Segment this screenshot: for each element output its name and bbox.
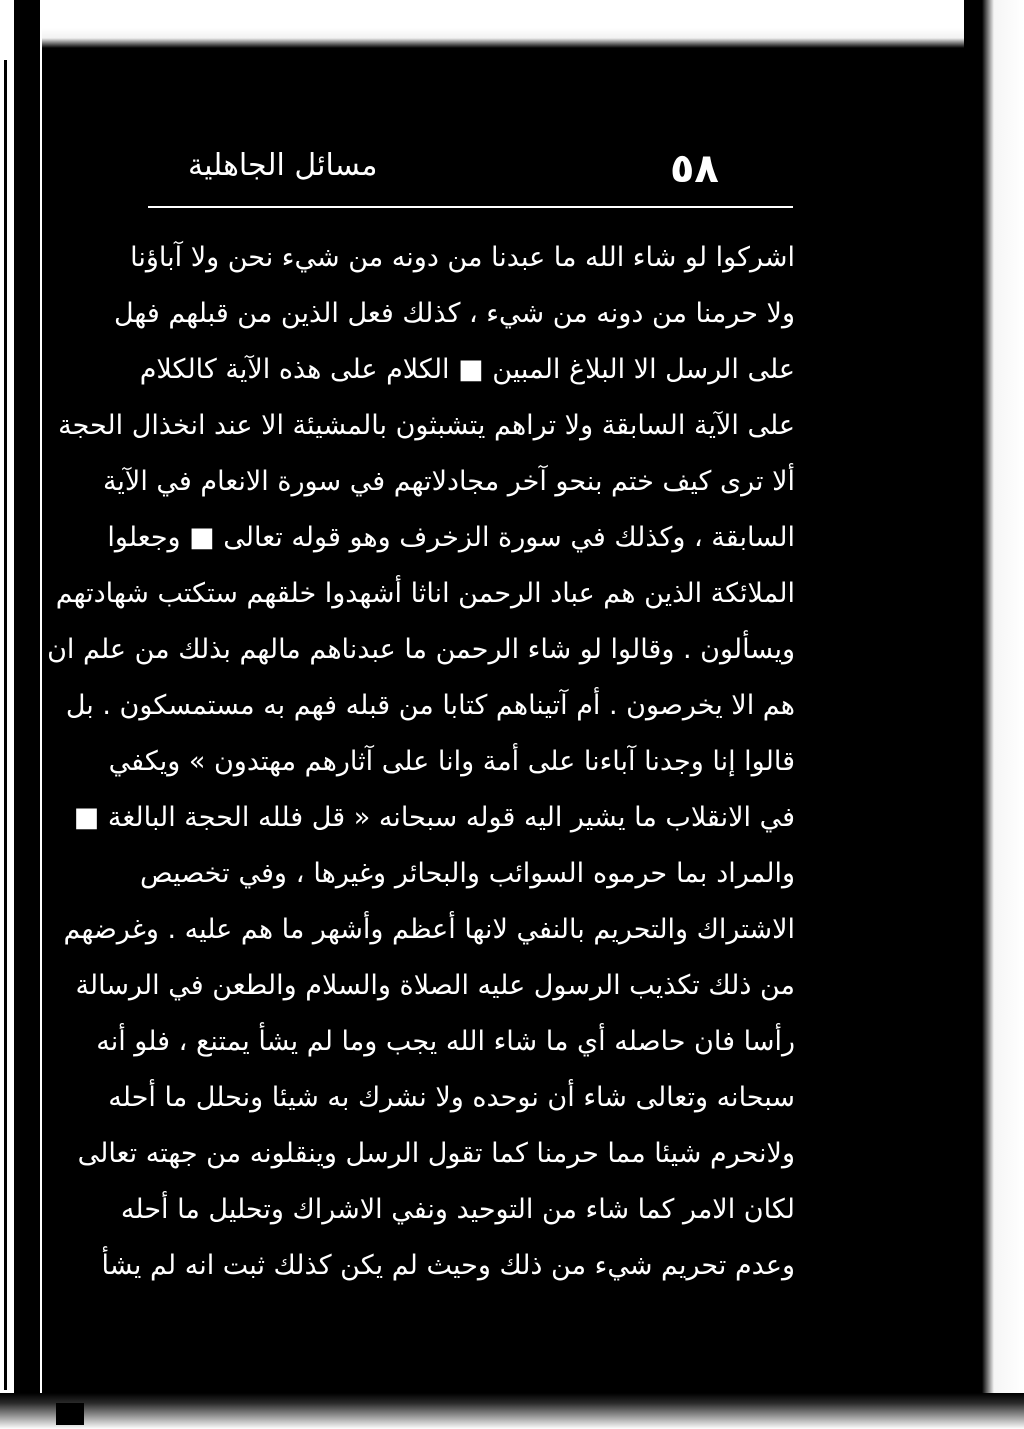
text-line: قالوا إنا وجدنا آباءنا على أمة وانا على آثارهم مهتدون » ويكفي <box>108 746 795 777</box>
text-line: على الآية السابقة ولا تراهم يتشبثون بالمشيئة الا عند انخذال الحجة <box>58 410 795 441</box>
scan-border-bottom <box>0 1393 1024 1429</box>
text-line: الملائكة الذين هم عباد الرحمن اناثا أشهدوا خلقهم ستكتب شهادتهم <box>55 578 795 609</box>
scan-border-top <box>0 0 1024 48</box>
header-rule <box>148 206 793 208</box>
text-line: ولا حرمنا من دونه من شيء ، كذلك فعل الذين من قبلهم فهل <box>113 298 795 329</box>
text-line: والمراد بما حرموه السوائب والبحائر وغيرها ، وفي تخصيص <box>140 858 795 889</box>
page-number: ٥٨ <box>670 146 719 192</box>
text-line: وعدم تحريم شيء من ذلك وحيث لم يكن كذلك ثبت انه لم يشأ <box>101 1250 795 1281</box>
scan-border-right <box>964 0 1024 1429</box>
running-title: مسائل الجاهلية <box>188 148 378 183</box>
text-line: لكان الامر كما شاء من التوحيد ونفي الاشراك وتحليل ما أحله <box>120 1194 795 1225</box>
text-line: في الانقلاب ما يشير اليه قوله سبحانه « قل فلله الحجة البالغة ■ <box>73 802 795 833</box>
text-line: ولانحرم شيئا مما حرمنا كما تقول الرسل وينقلونه من جهته تعالى <box>77 1138 795 1169</box>
text-line: ويسألون . وقالوا لو شاء الرحمن ما عبدناهم مالهم بذلك من علم ان <box>47 634 795 665</box>
text-line: رأسا فان حاصله أي ما شاء الله يجب وما لم يشأ يمتنع ، فلو أنه <box>96 1026 795 1057</box>
page-header <box>140 130 795 210</box>
text-line: ألا ترى كيف ختم بنحو آخر مجادلاتهم في سورة الانعام في الآية <box>102 466 795 497</box>
scan-border-left-shadow <box>14 0 40 1429</box>
text-line: على الرسل الا البلاغ المبين ■ الكلام على هذه الآية كالكلام <box>139 354 795 385</box>
text-line: سبحانه وتعالى شاء أن نوحده ولا نشرك به شيئا ونحلل ما أحله <box>108 1082 795 1113</box>
text-line: اشركوا لو شاء الله ما عبدنا من دونه من شيء نحن ولا آباؤنا <box>130 242 795 273</box>
text-line: الاشتراك والتحريم بالنفي لانها أعظم وأشهر ما هم عليه . وغرضهم <box>63 914 795 945</box>
text-line: السابقة ، وكذلك في سورة الزخرف وهو قوله تعالى ■ وجعلوا <box>107 522 795 553</box>
body-text <box>47 230 795 1294</box>
scan-border-left-line <box>4 60 7 1390</box>
scan-corner-mark <box>56 1403 84 1425</box>
page-content <box>47 130 795 1281</box>
text-line: هم الا يخرصون . أم آتيناهم كتابا من قبله فهم به مستمسكون . بل <box>65 690 795 721</box>
text-line: من ذلك تكذيب الرسول عليه الصلاة والسلام والطعن في الرسالة <box>75 970 795 1001</box>
